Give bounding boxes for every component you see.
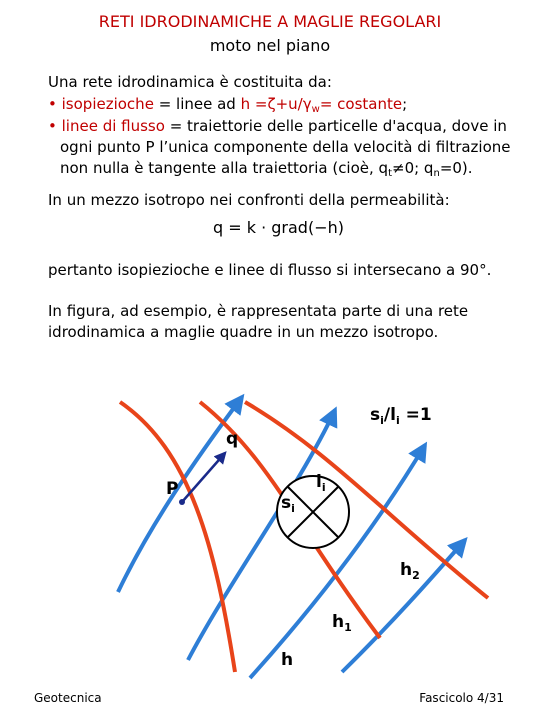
bullet-dot: • bbox=[48, 95, 57, 113]
bullet2-label: linee di flusso bbox=[61, 117, 165, 135]
flow-line bbox=[250, 445, 425, 678]
s-label: $s_i$ bbox=[281, 493, 295, 515]
line3-sub2: n bbox=[433, 168, 440, 179]
flow-line bbox=[118, 397, 242, 592]
isopiezic-line-h bbox=[120, 402, 235, 672]
l-label: $l_i$ bbox=[316, 472, 326, 494]
line3-sub1: t bbox=[388, 168, 392, 179]
bullet1-eq: = linee ad bbox=[158, 95, 236, 113]
P-label: P bbox=[166, 479, 179, 499]
figura-text-1: In figura, ad esempio, è rappresentata parte di una rete bbox=[48, 302, 469, 320]
bullet2-text: = traiettorie delle particelle d'acqua, dove in bbox=[169, 117, 507, 135]
footer-left: Geotecnica bbox=[34, 691, 102, 705]
bullet2-line3 bbox=[60, 158, 473, 184]
flow-net-diagram bbox=[0, 360, 540, 680]
bullet1-end: ; bbox=[402, 95, 408, 113]
figura-text-2: idrodinamica a maglie quadre in un mezzo isotropo. bbox=[48, 323, 439, 341]
intro-text: Una rete idrodinamica è costituita da: bbox=[48, 73, 332, 91]
bullet-flusso bbox=[48, 116, 507, 136]
pertanto-text: pertanto isopiezioche e linee di flusso si intersecano a 90°. bbox=[48, 261, 492, 279]
h-label: h bbox=[281, 650, 294, 670]
bullet1-tail: = costante bbox=[319, 95, 403, 113]
bullet-dot: • bbox=[48, 117, 57, 135]
h1-label: $h_1$ bbox=[332, 612, 352, 634]
line3-c: =0). bbox=[439, 159, 473, 177]
h2-label: $h_2$ bbox=[400, 560, 420, 582]
bullet1-sub: w bbox=[311, 104, 320, 115]
footer-right: Fascicolo 4/31 bbox=[419, 691, 504, 705]
q-label: q bbox=[226, 429, 239, 449]
page-subtitle: moto nel piano bbox=[209, 36, 331, 55]
bullet1-label: isopiezioche bbox=[61, 95, 154, 113]
page-title: RETI IDRODINAMICHE A MAGLIE REGOLARI bbox=[98, 12, 442, 31]
line3-a: non nulla è tangente alla traiettoria (cioè, q bbox=[60, 159, 389, 177]
bullet2-line2: ogni punto P l’unica componente della velocità di filtrazione bbox=[60, 138, 511, 156]
isotropo-text: In un mezzo isotropo nei confronti della permeabilità: bbox=[48, 191, 450, 209]
ratio-label: $s_i/l_i =1$ bbox=[370, 405, 432, 427]
q-vector bbox=[182, 453, 225, 502]
bullet1-formula: h =ζ+u/γ bbox=[240, 95, 312, 113]
line3-b: ≠0; q bbox=[392, 159, 434, 177]
darcy-formula: q = k · grad(−h) bbox=[213, 218, 344, 237]
